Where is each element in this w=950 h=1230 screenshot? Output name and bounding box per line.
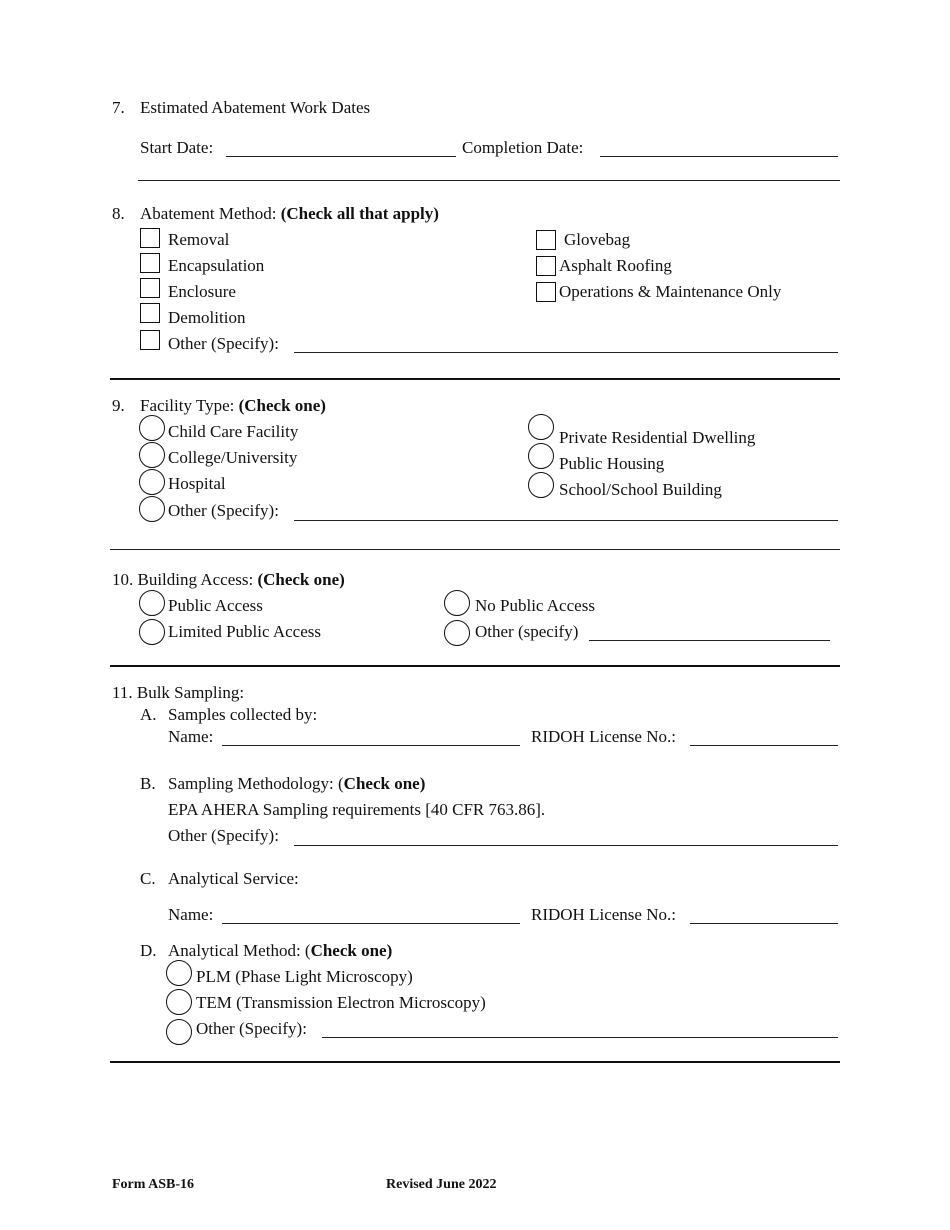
section-title: 10. Building Access: (Check one): [112, 570, 345, 589]
radio-other[interactable]: [444, 620, 470, 646]
radio-no-public-access[interactable]: [444, 590, 470, 616]
option-label: Private Residential Dwelling: [559, 428, 756, 447]
option-label: Glovebag: [564, 230, 631, 249]
form-id: Form ASB-16: [112, 1177, 195, 1192]
start-date-field[interactable]: [226, 156, 456, 157]
divider: [138, 180, 840, 181]
completion-date-label: Completion Date:: [462, 138, 584, 157]
radio-child-care-facility[interactable]: [139, 415, 165, 441]
checkbox-encapsulation[interactable]: [140, 253, 160, 273]
other-specify-field[interactable]: [294, 845, 838, 846]
other-specify-field[interactable]: [589, 640, 830, 641]
radio-college-university[interactable]: [139, 442, 165, 468]
radio-other[interactable]: [139, 496, 165, 522]
completion-date-field[interactable]: [600, 156, 838, 157]
option-label: Encapsulation: [168, 256, 265, 275]
checkbox-other[interactable]: [140, 330, 160, 350]
checkbox-enclosure[interactable]: [140, 278, 160, 298]
other-label: Other (Specify):: [168, 826, 279, 845]
other-specify-field[interactable]: [322, 1037, 838, 1038]
divider: [110, 378, 840, 380]
checkbox-demolition[interactable]: [140, 303, 160, 323]
subsection-letter: B.: [140, 774, 156, 793]
radio-other[interactable]: [166, 1019, 192, 1045]
divider: [110, 1061, 840, 1063]
radio-plm[interactable]: [166, 960, 192, 986]
radio-tem[interactable]: [166, 989, 192, 1015]
subsection-letter: A.: [140, 705, 157, 724]
license-label: RIDOH License No.:: [531, 905, 676, 924]
option-label: College/University: [168, 448, 298, 467]
checkbox-removal[interactable]: [140, 228, 160, 248]
subsection-title: Analytical Method: (Check one): [168, 941, 393, 960]
service-name-field[interactable]: [222, 923, 520, 924]
section-number: 8.: [112, 204, 125, 223]
option-label: School/School Building: [559, 480, 722, 499]
option-label: Limited Public Access: [168, 622, 321, 641]
radio-hospital[interactable]: [139, 469, 165, 495]
other-specify-field[interactable]: [294, 520, 838, 521]
start-date-label: Start Date:: [140, 138, 214, 157]
subsection-title: Sampling Methodology: (Check one): [168, 774, 426, 793]
option-label: Enclosure: [168, 282, 236, 301]
radio-public-access[interactable]: [139, 590, 165, 616]
divider: [110, 549, 840, 550]
option-label: No Public Access: [475, 596, 595, 615]
option-label: Operations & Maintenance Only: [559, 282, 782, 301]
divider: [110, 665, 840, 667]
subsection-letter: D.: [140, 941, 157, 960]
other-specify-field[interactable]: [294, 352, 838, 353]
section-title: Abatement Method: (Check all that apply): [140, 204, 439, 223]
name-label: Name:: [168, 905, 214, 924]
option-label: PLM (Phase Light Microscopy): [196, 967, 413, 986]
option-label: Public Access: [168, 596, 263, 615]
subsection-title: Analytical Service:: [168, 869, 299, 888]
option-label: TEM (Transmission Electron Microscopy): [196, 993, 486, 1012]
radio-limited-public-access[interactable]: [139, 619, 165, 645]
other-label: Other (Specify):: [168, 334, 279, 353]
license-label: RIDOH License No.:: [531, 727, 676, 746]
option-label: Asphalt Roofing: [559, 256, 672, 275]
section-number: 7.: [112, 98, 125, 117]
checkbox-glovebag[interactable]: [536, 230, 556, 250]
revision-date: Revised June 2022: [386, 1177, 497, 1192]
option-label: Removal: [168, 230, 230, 249]
section-title: Estimated Abatement Work Dates: [140, 98, 371, 117]
collector-name-field[interactable]: [222, 745, 520, 746]
other-label: Other (Specify):: [196, 1019, 307, 1038]
radio-school-building[interactable]: [528, 472, 554, 498]
option-label: Demolition: [168, 308, 246, 327]
option-label: Public Housing: [559, 454, 665, 473]
section-title: Facility Type: (Check one): [140, 396, 326, 415]
section-title: 11. Bulk Sampling:: [112, 683, 245, 702]
ahera-option-label: EPA AHERA Sampling requirements [40 CFR 763.86].: [168, 800, 546, 819]
radio-public-housing[interactable]: [528, 443, 554, 469]
section-number: 9.: [112, 396, 125, 415]
option-label: Child Care Facility: [168, 422, 299, 441]
subsection-title: Samples collected by:: [168, 705, 318, 724]
other-label: Other (Specify):: [168, 501, 279, 520]
checkbox-asphalt-roofing[interactable]: [536, 256, 556, 276]
subsection-letter: C.: [140, 869, 156, 888]
name-label: Name:: [168, 727, 214, 746]
other-label: Other (specify): [475, 622, 579, 641]
radio-private-residential-dwelling[interactable]: [528, 414, 554, 440]
checkbox-operations-maintenance[interactable]: [536, 282, 556, 302]
option-label: Hospital: [168, 474, 226, 493]
collector-license-field[interactable]: [690, 745, 838, 746]
service-license-field[interactable]: [690, 923, 838, 924]
